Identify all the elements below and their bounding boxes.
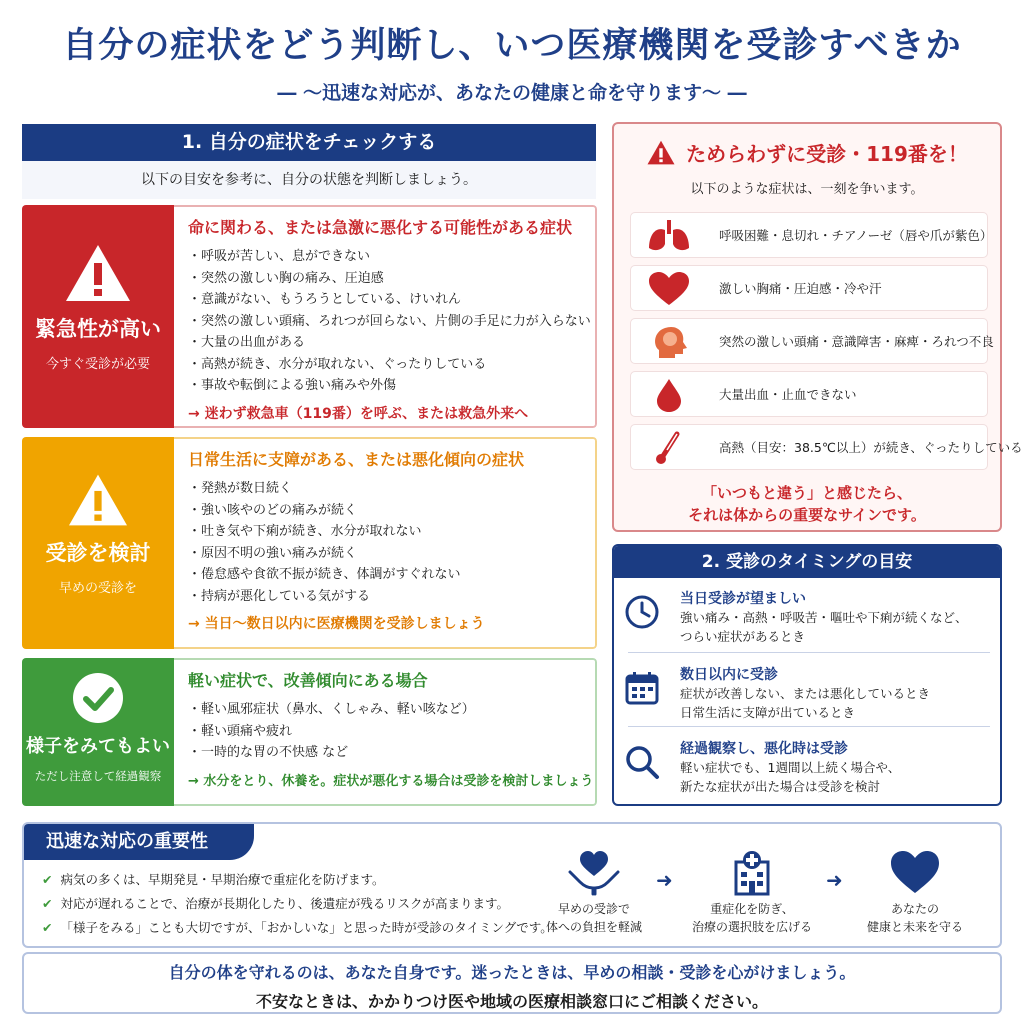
emergency-item-text: 呼吸困難・息切れ・チアノーゼ（唇や爪が紫色） bbox=[719, 228, 993, 243]
emergency-item bbox=[630, 212, 993, 258]
list-item: ・高熱が続き、水分が取れない、ぐったりしている bbox=[188, 356, 487, 372]
blood-drop-icon bbox=[643, 377, 695, 413]
consider-heading: 日常生活に支障がある、または悪化傾向の症状 bbox=[188, 450, 525, 469]
footer-line2: 不安なときは、かかりつけ医や地域の医療相談窓口にご相談ください。 bbox=[255, 992, 768, 1011]
observe-side-panel bbox=[22, 658, 174, 806]
card-observe bbox=[22, 658, 597, 806]
emergency-footer bbox=[614, 482, 1000, 526]
timing-item-desc bbox=[680, 608, 968, 646]
importance-point: 対応が遅れることで、治療が長期化したり、後遺症が残るリスクが高まります。 bbox=[60, 896, 509, 911]
flow-step-line: 体への負担を軽減 bbox=[545, 920, 642, 934]
head-icon bbox=[643, 324, 695, 360]
timing-item bbox=[614, 732, 1000, 804]
observe-body bbox=[174, 658, 597, 806]
list-item bbox=[42, 892, 553, 916]
emergency-panel bbox=[612, 122, 1023, 532]
importance-heading: 迅速な対応の重要性 bbox=[24, 824, 254, 860]
timing-item-line: 強い痛み・高熱・呼吸苦・嘔吐や下痢が続くなど、 bbox=[680, 610, 968, 625]
list-item: ・強い咳やのどの痛みが続く bbox=[188, 502, 358, 518]
section2-heading: 2. 受診のタイミングの目安 bbox=[614, 546, 1000, 578]
list-item: ・吐き気や下痢が続き、水分が取れない bbox=[188, 524, 422, 539]
flow-step-line: 治療の選択肢を広げる bbox=[691, 920, 812, 934]
divider bbox=[628, 726, 990, 727]
observe-level-label: 様子をみてもよい bbox=[26, 736, 170, 757]
hospital-icon bbox=[724, 848, 780, 896]
timing-item bbox=[614, 658, 1000, 730]
list-item: ・突然の激しい頭痛、ろれつが回らない、片側の手足に力が入らない bbox=[188, 313, 591, 329]
flow-step-caption bbox=[850, 900, 980, 936]
list-item: ・一時的な胃の不快感 など bbox=[188, 745, 349, 760]
card-urgent bbox=[22, 205, 597, 428]
page-subtitle: ― ～迅速な対応が、あなたの健康と命を守ります～ ― bbox=[277, 82, 747, 104]
consider-side-panel bbox=[22, 437, 174, 649]
list-item: ・軽い頭痛や疲れ bbox=[188, 723, 293, 739]
divider bbox=[628, 652, 990, 653]
list-item: ・意識がない、もうろうとしている、けいれん bbox=[188, 292, 462, 307]
observe-level-note: ただし注意して経過観察 bbox=[34, 769, 162, 783]
list-item: ・原因不明の強い痛みが続く bbox=[188, 545, 358, 561]
emergency-item-text: 激しい胸痛・圧迫感・冷や汗 bbox=[719, 281, 882, 296]
timing-item-line: つらい症状があるとき bbox=[680, 629, 806, 644]
flow-step bbox=[687, 848, 817, 936]
emergency-footer-line1: 「いつもと違う」と感じたら、 bbox=[701, 484, 912, 502]
flow-step-line: 重症化を防ぎ、 bbox=[710, 902, 794, 916]
emergency-item-text: 高熱（目安：38.5℃以上）が続き、ぐったりしている bbox=[719, 440, 1023, 455]
timing-item-line: 症状が改善しない、または悪化しているとき bbox=[680, 686, 931, 701]
timing-item-line: 日常生活に支障が出ているとき bbox=[680, 705, 856, 720]
list-item: ・倦怠感や食欲不振が続き、体調がすぐれない bbox=[188, 567, 461, 582]
heart-icon bbox=[887, 848, 943, 896]
list-item: ・大量の出血がある bbox=[188, 335, 306, 350]
search-icon bbox=[624, 744, 660, 780]
urgent-action: → 迷わず救急車（119番）を呼ぶ、または救急外来へ bbox=[188, 405, 529, 422]
observe-heading: 軽い症状で、改善傾向にある場合 bbox=[188, 671, 428, 690]
emergency-item bbox=[630, 265, 988, 311]
urgent-side-panel bbox=[22, 205, 174, 428]
list-item: ・呼吸が苦しい、息ができない bbox=[188, 249, 371, 264]
list-item bbox=[42, 916, 553, 940]
timing-item-title: 数日以内に受診 bbox=[680, 667, 778, 683]
importance-list bbox=[42, 868, 553, 940]
urgent-level-note: 今すぐ受診が必要 bbox=[45, 357, 150, 372]
lungs-icon bbox=[643, 218, 695, 254]
importance-section bbox=[22, 822, 1002, 948]
emergency-subtitle: 以下のような症状は、一刻を争います。 bbox=[690, 182, 924, 197]
timing-item bbox=[614, 582, 1000, 654]
hands-heart-icon bbox=[566, 848, 622, 896]
consider-action: → 当日～数日以内に医療機関を受診しましょう bbox=[188, 616, 485, 632]
timing-item-line: 新たな症状が出た場合は受診を検討 bbox=[680, 779, 881, 794]
emergency-footer-line2: それは体からの重要なサインです。 bbox=[688, 506, 926, 524]
emergency-title-text: ためらわずに受診・119番を！ bbox=[686, 142, 968, 166]
flow-step-line: 早めの受診で bbox=[557, 902, 630, 916]
consider-body bbox=[174, 437, 597, 649]
consider-level-label: 受診を検討 bbox=[45, 541, 151, 565]
importance-point: 病気の多くは、早期発見・早期治療で重症化を防げます。 bbox=[60, 872, 385, 887]
section1-heading: 1. 自分の症状をチェックする bbox=[22, 124, 596, 161]
consider-level-note: 早めの受診を bbox=[58, 581, 137, 596]
flow-step-line: あなたの bbox=[890, 902, 939, 916]
warning-icon bbox=[63, 241, 133, 305]
footer-message bbox=[22, 952, 1002, 1014]
arrow-right-icon: ➜ bbox=[656, 868, 673, 892]
emergency-item-text: 突然の激しい頭痛・意識障害・麻痺・ろれつ不良 bbox=[719, 334, 994, 349]
list-item: ・発熱が数日続く bbox=[188, 481, 293, 496]
urgent-symptom-list bbox=[188, 246, 591, 397]
timing-item-title: 経過観察し、悪化時は受診 bbox=[680, 741, 848, 757]
emergency-item bbox=[630, 371, 988, 417]
timing-item-desc bbox=[680, 684, 930, 722]
list-item: ・事故や転倒による強い痛みや外傷 bbox=[188, 378, 397, 393]
timing-item-desc bbox=[680, 758, 900, 796]
flow-step-caption bbox=[687, 900, 817, 936]
list-item: ・持病が悪化している気がする bbox=[188, 588, 371, 604]
flow-step bbox=[529, 848, 659, 936]
list-item: ・突然の激しい胸の痛み、圧迫感 bbox=[188, 270, 384, 286]
check-icon: ✔ bbox=[42, 872, 53, 887]
urgent-heading: 命に関わる、または急激に悪化する可能性がある症状 bbox=[188, 218, 573, 237]
emergency-title bbox=[614, 138, 1000, 167]
urgent-body bbox=[174, 205, 597, 428]
list-item bbox=[42, 868, 553, 892]
emergency-item-text: 大量出血・止血できない bbox=[719, 387, 857, 402]
flow-step bbox=[850, 848, 980, 936]
warning-icon bbox=[66, 471, 130, 529]
warning-icon bbox=[646, 139, 676, 166]
list-item: ・軽い風邪症状（鼻水、くしゃみ、軽い咳など） bbox=[188, 702, 475, 717]
flow-step-line: 健康と未来を守る bbox=[866, 920, 963, 934]
emergency-item bbox=[630, 318, 994, 364]
timing-item-title: 当日受診が望ましい bbox=[680, 591, 806, 607]
emergency-item bbox=[630, 424, 1023, 470]
thermometer-icon bbox=[643, 430, 695, 466]
card-consider bbox=[22, 437, 597, 649]
flow-step-caption bbox=[529, 900, 659, 936]
check-icon: ✔ bbox=[42, 896, 53, 911]
check-circle-icon bbox=[72, 672, 124, 724]
check-icon: ✔ bbox=[42, 920, 53, 935]
section1-intro: 以下の目安を参考に、自分の状態を判断しましょう。 bbox=[22, 161, 596, 199]
observe-action: → 水分をとり、休養を。症状が悪化する場合は受診を検討しましょう bbox=[188, 773, 594, 789]
heart-icon bbox=[643, 271, 695, 307]
consider-symptom-list bbox=[188, 478, 581, 607]
clock-icon bbox=[624, 594, 660, 630]
timing-section bbox=[612, 544, 1002, 806]
importance-point: 「様子をみる」ことも大切ですが、「おかしいな」と思った時が受診のタイミングです。 bbox=[60, 920, 553, 935]
urgent-level-label: 緊急性が高い bbox=[35, 317, 161, 341]
arrow-right-icon: ➜ bbox=[826, 868, 843, 892]
calendar-icon bbox=[624, 670, 660, 706]
timing-item-line: 軽い症状でも、1週間以上続く場合や、 bbox=[680, 760, 901, 775]
observe-symptom-list bbox=[188, 699, 581, 764]
footer-line1: 自分の体を守れるのは、あなた自身です。迷ったときは、早めの相談・受診を心がけましょう。 bbox=[168, 963, 856, 982]
page-title: 自分の症状をどう判断し、いつ医療機関を受診すべきか bbox=[62, 26, 962, 66]
